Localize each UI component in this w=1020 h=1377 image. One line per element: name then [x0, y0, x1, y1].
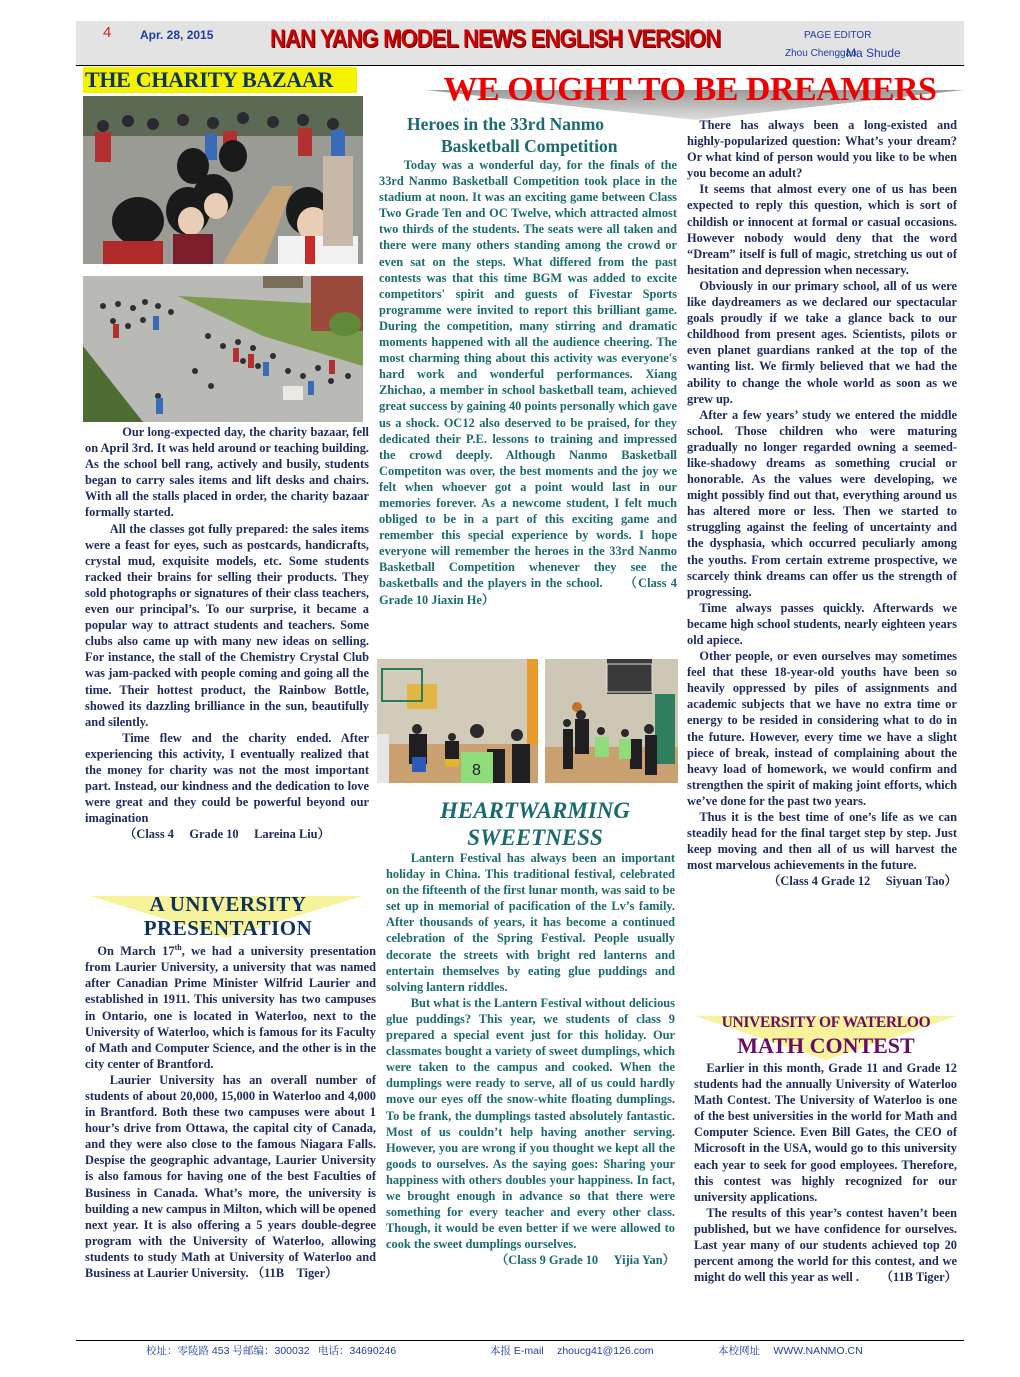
text-run: , we had a university presentation from Laurier University, a university that was named after Canadian Prime Minister Wilfrid Laurier and established in 1911. This university has two campuses in Ontario, one is located in Waterloo, next to the University of Waterloo, which is famous for its Faculty of Math and Computer Science, and the other is in the city center of Brantford.	[85, 944, 376, 1071]
text-run: Today was a wonderful day, for the finals of the 33rd Nanmo Basketball Competition took place in the stadium at noon. It was an exciting game between Class Two Grade Ten and OC Twelve, which attracted almost two thirds of the students. The seats were all taken and there were many others standing among the crowd or even sat on the steps. What differed from the past contests was that this time BGM was added to excite competitors' spirit and guests of Fivestar Sports programme were invited to report this brilliant game. During the competition, many stirring and dramatic moments happened with all the audience cheering. The most charming thing about this activity was everyone's hard work and wonderful performances. Xiang Zhichao, a member in school basketball team, achieved great success by gaining 40 points personally which gave us a shock. OC12 also deserved to be praised, for they dedicated their P.E. lessons to training and impressed the crowd deeply. Although Nanmo Basketball Competiton was over, the best moments and the joy we felt when whoever got a point would last in our memories forever. As a newcome student, I felt much obliged to be in a part of this exciting game and remember this special experience by words. I hope everyone will remember the heroes in the 33rd Nanmo Basketball Competition whenever they see the basketballs and the players in the school.	[379, 158, 677, 591]
title-line: PRESENTATION	[143, 916, 313, 940]
university-presentation-title	[83, 892, 373, 940]
page-editor-name: Ma Shude	[846, 46, 901, 60]
footer-postcode: 邮编：300032	[243, 1345, 310, 1357]
heartwarming-title	[380, 797, 690, 851]
math-contest-title: UNIVERSITY OF WATERLOO	[721, 1014, 931, 1031]
article-paragraph: Our long-expected day, the charity bazaar, fell on April 3rd. It was held around or teaching building. As the school bell rang, actively and busily, students began to carry sales items and lift desks and chairs. With all the stalls placed in order, the charity bazaar formally started.	[85, 425, 369, 520]
article-paragraph: Time always passes quickly. Afterwards we became high school students, nearly eighteen years old apiece.	[687, 600, 957, 647]
dreamers-title: WE OUGHT TO BE DREAMERS	[443, 71, 937, 108]
article-byline: （Class 4 Grade 10 Lareina Liu）	[124, 827, 330, 842]
basketball-photo-right	[545, 659, 678, 783]
title-line: A UNIVERSITY	[149, 892, 307, 916]
article-paragraph: Earlier in this month, Grade 11 and Grade 12 students had the annually University of Waterloo Math Contest. The University of Waterloo is one of the best universities in the world for Math and Computer Science. Even Bill Gates, the CEO of Microsoft in the USA, would go to this university each year to seek for good employees. Therefore, this contest was highly recognized for our university applications.	[694, 1061, 957, 1204]
charity-bazaar-title: THE CHARITY BAZAAR	[83, 67, 357, 93]
text-run: Laurier University has an overall number of students of about 20,000, 15,000 in Waterloo and 4,000 in Brantford. Both these two campuses were about 1 hour’s drive from Ottawa, the capital city of Canada, and they were also close to the famous Niagara Falls. Despise the geographic advantage, Laurier University is also famous for having one of the best Faculties of Business in Canada. What’s more, the university is building a new campus in Milton, which will be opened next year. It is also offering a 5 years double-degree program with the University of Waterloo, allowing students to study Math at University of Waterloo and Business at Laurier University.	[85, 1072, 376, 1280]
page-editor-label: PAGE EDITOR	[804, 30, 872, 41]
footer-email[interactable]: 本报 E-mail zhoucg41@126.com	[490, 1345, 654, 1357]
charity-bazaar-article	[85, 424, 369, 842]
title-line: Basketball Competition	[441, 136, 618, 156]
university-presentation-article	[85, 940, 376, 1281]
title-line: SWEETNESS	[467, 825, 603, 850]
article-paragraph	[85, 940, 376, 1072]
footer-address: 校址：零陵路 453 号	[146, 1345, 243, 1357]
article-paragraph: But what is the Lantern Festival without delicious glue puddings? This year, we students of class 9 prepared a special event just for this holiday. Our classmates bought a variety of sweet dumplings, which were taken to the campus and cooked. When the dumplings were ready to serve, all of us could hardly move our eyes off the snow-white floating dumplings. To be frank, the dumplings tasted absolutely fantastic. Most of us couldn’t help having another serving. However, you are wrong if you thought we kept all the goods to ourselves. As the saying goes: Sharing your happiness with others doubles your happiness. In fact, we brought enough in advance so that there were something for every teacher and every other class. Though, it would be even better if we were allowed to cook the sweet dumplings ourselves.	[386, 995, 675, 1252]
issue-date: Apr. 28, 2015	[140, 28, 214, 42]
article-byline: （Class 4 Grade 12 Siyuan Tao）	[768, 874, 957, 889]
article-paragraph	[85, 1072, 376, 1281]
page-editor-name: Zhou Chenggao	[785, 48, 857, 59]
article-paragraph: Lantern Festival has always been an important holiday in China. This traditional festival, celebrated on the fifteenth of the first lunar month, was said to be set up in memorial of pacification of the Lv’s family. After thousands of years, it has become a continued celebration of the Spring Festival. People usually decorate the streets with bright red lanterns and entertain themselves by eating glue puddings and solving lantern riddles.	[386, 851, 675, 994]
text-run: On March 17	[97, 944, 175, 959]
article-paragraph	[694, 1205, 957, 1285]
article-byline: （11B Tiger）	[251, 1266, 338, 1280]
dreamers-article	[687, 117, 957, 890]
page-number: 4	[103, 24, 112, 41]
title-line: HEARTWARMING	[439, 798, 630, 823]
jersey-number: 8	[472, 762, 481, 779]
footer-phone: 电话：34690246	[318, 1345, 397, 1357]
article-paragraph: Other people, or even ourselves may sometimes feel that these 18-year-old youths have been so heavily oppressed by piles of assignments and academic subjects that we have no extra time or energy to be resided in considering what to do in the future. However, every time we have a slight piece of break, instead of complaining about the heavy load of homework, we would confirm and strengthen the spirit of making joint efforts, which we’ve done for the past two years.	[687, 649, 957, 808]
footer-website-link[interactable]: 本校网址 WWW.NANMO.CN	[718, 1345, 863, 1357]
article-paragraph: All the classes got fully prepared: the sales items were a feast for eyes, such as postcards, handicrafts, crystal mud, exquisite models, etc. Some students racked their brains for selling their products. They sold photographs or signatures of their class teachers, even our principal’s. To our surprise, it became a popular way to attract students and teachers. Some clubs also came up with many new ideas on selling. For instance, the stall of the Chemistry Crystal Club was jam-packed with people coming and going all the time. Their hottest product, the Rainbow Bottle, showed its dazzling brilliance in the sun, beautifully and silently.	[85, 521, 369, 729]
article-paragraph: Thus it is the best time of one’s life as we can steadily head for the final target step by step. Just keep moving and then all of us will harvest the most marvelous achievements in the future.	[687, 810, 957, 873]
header-divider	[76, 65, 964, 66]
article-byline: （Class 9 Grade 10 Yijia Yan）	[495, 1253, 675, 1268]
heartwarming-article	[386, 850, 675, 1268]
charity-bazaar-photo-stall	[83, 96, 363, 264]
math-contest-title: MATH CONTEST	[737, 1033, 915, 1058]
article-paragraph: There has always been a long-existed and highly-popularized question: What’s your dream? Or what kind of person would you like to be when you become an adult?	[687, 118, 957, 181]
heroes-article	[379, 157, 677, 608]
article-byline: （Class 4 Grade 10 Jiaxin He）	[379, 576, 677, 607]
heroes-title	[380, 113, 680, 157]
article-paragraph: It seems that almost every one of us has been expected to reply this question, which is sort of childish or innocent at formal or casual occasions. However nobody would deny that the word “Dream” itself is full of magic, stretching us out of hesitation and depression when necessary.	[687, 182, 957, 277]
masthead-title: NAN YANG MODEL NEWS ENGLISH VERSION	[270, 25, 721, 53]
title-line: Heroes in the 33rd Nanmo	[407, 114, 605, 134]
text-run: The results of this year’s contest haven’t been published, but we have confidence for ourselves. Last year many of our students achieved top 20 percent among the world for this contest, and we might do well this year as well .	[694, 1205, 957, 1285]
article-paragraph: Obviously in our primary school, all of us were like daydreamers as we declared our spectacular goals proudly if we take a glance back to our childhood from present ages. Scientists, pilots or even planet guardians ranked at the top of the wanting list. We firmly believed that we had the ability to change the whole world as soon as we grew up.	[687, 278, 957, 406]
charity-bazaar-photo-campus	[83, 276, 363, 422]
superscript: th	[174, 943, 182, 952]
article-paragraph: After a few years’ study we entered the middle school. Those children who were maturing gradually no longer regarded owning a seemed-like-shadowy dreams as something crucial or honorable. As the values were developing, we might possibly find out that, everything around us has altered more or less. Then we started to struggling against the feeling of uncertainty and the dysphasia, which occurred peculiarly among the youths. From certain extreme prospective, we scarcely think dreams can offer us the strength of progressing.	[687, 407, 957, 599]
article-paragraph: Time flew and the charity ended. After experiencing this activity, I eventually realized that the money for charity was not the most important part. Instead, our kindness and the dedication to love were great and they could be powerful beyond our imagination	[85, 730, 369, 826]
math-contest-article	[694, 1060, 957, 1285]
article-byline: （11B Tiger）	[880, 1270, 957, 1285]
article-paragraph	[379, 157, 677, 608]
basketball-photo-left	[377, 659, 538, 783]
footer-divider	[76, 1340, 964, 1341]
